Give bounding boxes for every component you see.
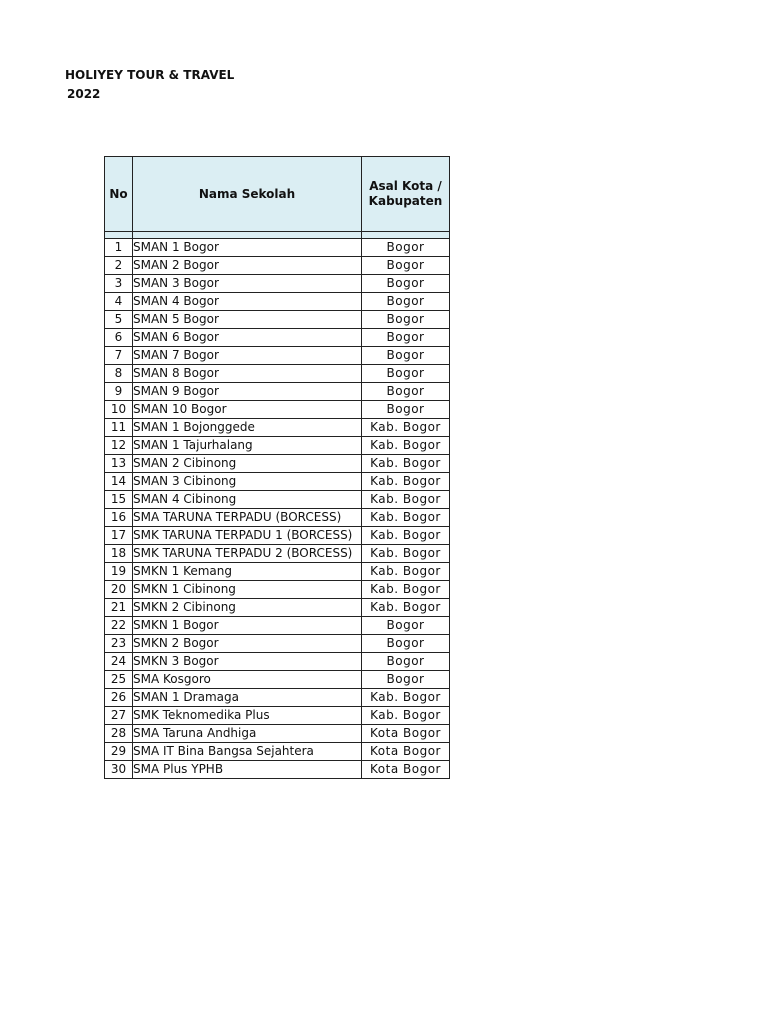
- school-name-cell: SMAN 4 Cibinong: [133, 491, 362, 509]
- city-cell: Kab. Bogor: [362, 473, 450, 491]
- city-cell: Kab. Bogor: [362, 545, 450, 563]
- table-row: [105, 671, 450, 689]
- school-name-cell: SMAN 8 Bogor: [133, 365, 362, 383]
- city-cell: Bogor: [362, 671, 450, 689]
- school-name-cell: SMAN 6 Bogor: [133, 329, 362, 347]
- city-cell: Bogor: [362, 293, 450, 311]
- table-row: [105, 473, 450, 491]
- table-row: [105, 239, 450, 257]
- row-number-cell: 22: [105, 617, 133, 635]
- row-number-cell: 3: [105, 275, 133, 293]
- table-row: [105, 707, 450, 725]
- school-name-cell: SMKN 1 Bogor: [133, 617, 362, 635]
- row-number-cell: 16: [105, 509, 133, 527]
- table-body: [105, 239, 450, 779]
- school-name-cell: SMA Kosgoro: [133, 671, 362, 689]
- table-row: [105, 761, 450, 779]
- table-row: [105, 689, 450, 707]
- city-cell: Kab. Bogor: [362, 563, 450, 581]
- row-number-cell: 11: [105, 419, 133, 437]
- table-row: [105, 401, 450, 419]
- row-number-cell: 15: [105, 491, 133, 509]
- table-row: [105, 311, 450, 329]
- table-row: [105, 617, 450, 635]
- table-row: [105, 437, 450, 455]
- row-number-cell: 13: [105, 455, 133, 473]
- city-cell: Bogor: [362, 239, 450, 257]
- city-cell: Kota Bogor: [362, 743, 450, 761]
- school-name-cell: SMAN 1 Dramaga: [133, 689, 362, 707]
- row-number-cell: 20: [105, 581, 133, 599]
- row-number-cell: 25: [105, 671, 133, 689]
- school-name-cell: SMAN 2 Cibinong: [133, 455, 362, 473]
- table-row: [105, 365, 450, 383]
- table-row: [105, 509, 450, 527]
- city-cell: Kota Bogor: [362, 761, 450, 779]
- city-cell: Bogor: [362, 401, 450, 419]
- row-number-cell: 29: [105, 743, 133, 761]
- school-name-cell: SMA IT Bina Bangsa Sejahtera: [133, 743, 362, 761]
- row-number-cell: 30: [105, 761, 133, 779]
- table-row: [105, 725, 450, 743]
- document-header: [65, 66, 234, 104]
- row-number-cell: 6: [105, 329, 133, 347]
- row-number-cell: 10: [105, 401, 133, 419]
- city-cell: Bogor: [362, 347, 450, 365]
- row-number-cell: 27: [105, 707, 133, 725]
- row-number-cell: 28: [105, 725, 133, 743]
- school-name-cell: SMA Taruna Andhiga: [133, 725, 362, 743]
- school-name-cell: SMAN 10 Bogor: [133, 401, 362, 419]
- spacer-cell: [362, 232, 450, 239]
- school-name-cell: SMAN 5 Bogor: [133, 311, 362, 329]
- city-cell: Kab. Bogor: [362, 689, 450, 707]
- row-number-cell: 18: [105, 545, 133, 563]
- city-cell: Kab. Bogor: [362, 419, 450, 437]
- city-cell: Bogor: [362, 329, 450, 347]
- table-row: [105, 293, 450, 311]
- school-name-cell: SMK TARUNA TERPADU 2 (BORCESS): [133, 545, 362, 563]
- table-row: [105, 743, 450, 761]
- table-row: [105, 419, 450, 437]
- school-name-cell: SMKN 2 Cibinong: [133, 599, 362, 617]
- school-name-cell: SMA TARUNA TERPADU (BORCESS): [133, 509, 362, 527]
- city-cell: Bogor: [362, 383, 450, 401]
- school-name-cell: SMA Plus YPHB: [133, 761, 362, 779]
- table-row: [105, 347, 450, 365]
- table-row: [105, 581, 450, 599]
- row-number-cell: 12: [105, 437, 133, 455]
- row-number-cell: 4: [105, 293, 133, 311]
- city-cell: Kab. Bogor: [362, 509, 450, 527]
- table-row: [105, 383, 450, 401]
- table-header-row: [105, 157, 450, 232]
- school-name-cell: SMKN 1 Cibinong: [133, 581, 362, 599]
- column-header-city-line1: Asal Kota /: [369, 179, 442, 193]
- table-row: [105, 563, 450, 581]
- table-row: [105, 527, 450, 545]
- row-number-cell: 19: [105, 563, 133, 581]
- school-name-cell: SMK Teknomedika Plus: [133, 707, 362, 725]
- table-row: [105, 275, 450, 293]
- row-number-cell: 17: [105, 527, 133, 545]
- table-row: [105, 653, 450, 671]
- city-cell: Kab. Bogor: [362, 491, 450, 509]
- city-cell: Bogor: [362, 365, 450, 383]
- document-year: 2022: [67, 87, 101, 101]
- row-number-cell: 9: [105, 383, 133, 401]
- column-header-school-name: Nama Sekolah: [133, 157, 362, 232]
- table-row: [105, 329, 450, 347]
- city-cell: Kota Bogor: [362, 725, 450, 743]
- school-name-cell: SMAN 3 Bogor: [133, 275, 362, 293]
- school-name-cell: SMAN 1 Tajurhalang: [133, 437, 362, 455]
- school-name-cell: SMK TARUNA TERPADU 1 (BORCESS): [133, 527, 362, 545]
- row-number-cell: 2: [105, 257, 133, 275]
- table-row: [105, 455, 450, 473]
- spacer-cell: [133, 232, 362, 239]
- city-cell: Bogor: [362, 635, 450, 653]
- company-name: HOLIYEY TOUR & TRAVEL: [65, 68, 235, 82]
- school-name-cell: SMAN 1 Bogor: [133, 239, 362, 257]
- school-name-cell: SMKN 3 Bogor: [133, 653, 362, 671]
- school-name-cell: SMAN 2 Bogor: [133, 257, 362, 275]
- row-number-cell: 24: [105, 653, 133, 671]
- row-number-cell: 14: [105, 473, 133, 491]
- city-cell: Kab. Bogor: [362, 599, 450, 617]
- city-cell: Bogor: [362, 257, 450, 275]
- city-cell: Bogor: [362, 275, 450, 293]
- table-row: [105, 491, 450, 509]
- city-cell: Kab. Bogor: [362, 437, 450, 455]
- table-row: [105, 545, 450, 563]
- row-number-cell: 8: [105, 365, 133, 383]
- header-spacer-row: [105, 232, 450, 239]
- city-cell: Bogor: [362, 653, 450, 671]
- table-row: [105, 599, 450, 617]
- row-number-cell: 7: [105, 347, 133, 365]
- row-number-cell: 5: [105, 311, 133, 329]
- column-header-city: [362, 157, 450, 232]
- row-number-cell: 1: [105, 239, 133, 257]
- row-number-cell: 23: [105, 635, 133, 653]
- city-cell: Kab. Bogor: [362, 707, 450, 725]
- table-row: [105, 635, 450, 653]
- school-name-cell: SMAN 7 Bogor: [133, 347, 362, 365]
- city-cell: Kab. Bogor: [362, 581, 450, 599]
- column-header-no: No: [105, 157, 133, 232]
- school-table: [104, 156, 450, 779]
- city-cell: Bogor: [362, 617, 450, 635]
- row-number-cell: 21: [105, 599, 133, 617]
- school-name-cell: SMAN 9 Bogor: [133, 383, 362, 401]
- city-cell: Bogor: [362, 311, 450, 329]
- city-cell: Kab. Bogor: [362, 527, 450, 545]
- city-cell: Kab. Bogor: [362, 455, 450, 473]
- school-name-cell: SMKN 2 Bogor: [133, 635, 362, 653]
- school-name-cell: SMAN 1 Bojonggede: [133, 419, 362, 437]
- school-name-cell: SMAN 4 Bogor: [133, 293, 362, 311]
- spacer-cell: [105, 232, 133, 239]
- school-name-cell: SMKN 1 Kemang: [133, 563, 362, 581]
- column-header-city-line2: Kabupaten: [368, 194, 443, 208]
- row-number-cell: 26: [105, 689, 133, 707]
- school-name-cell: SMAN 3 Cibinong: [133, 473, 362, 491]
- table-row: [105, 257, 450, 275]
